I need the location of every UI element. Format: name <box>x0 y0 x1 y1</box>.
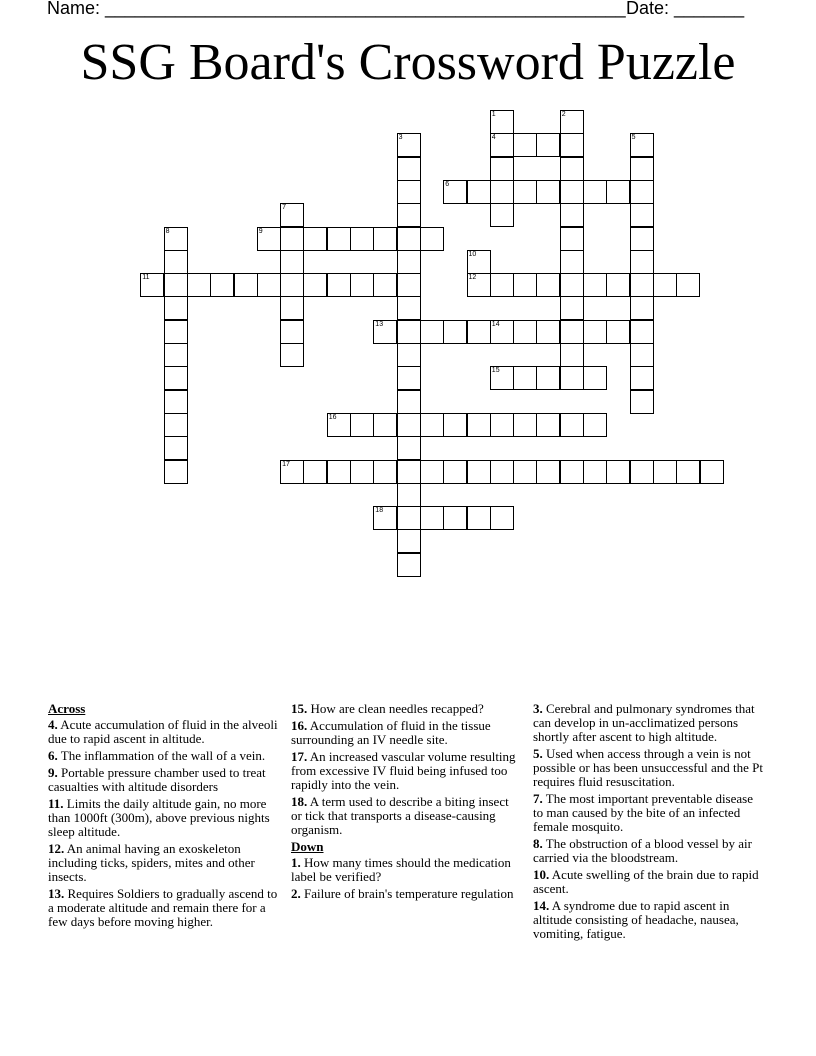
grid-cell[interactable] <box>467 413 491 437</box>
grid-cell[interactable] <box>303 227 327 251</box>
grid-cell[interactable] <box>420 320 444 344</box>
grid-cell[interactable] <box>676 460 700 484</box>
grid-cell[interactable] <box>560 227 584 251</box>
clue-item-text: Accumulation of fluid in the tissue surrounding an IV needle site. <box>291 718 491 747</box>
grid-cell[interactable] <box>536 273 560 297</box>
clue-item <box>533 868 765 896</box>
grid-cell[interactable] <box>397 390 421 414</box>
clue-item-number: 15. <box>291 701 308 716</box>
grid-cell[interactable] <box>467 506 491 530</box>
grid-cell[interactable] <box>490 366 514 390</box>
grid-cell[interactable] <box>560 203 584 227</box>
grid-cell[interactable] <box>187 273 211 297</box>
clue-item-text: How many times should the medication label be verified? <box>291 855 511 884</box>
grid-cell[interactable] <box>536 413 560 437</box>
clue-item <box>291 795 521 837</box>
grid-cell[interactable] <box>676 273 700 297</box>
clue-item-number: 6. <box>48 748 58 763</box>
grid-cell[interactable] <box>606 320 630 344</box>
grid-cell[interactable] <box>164 413 188 437</box>
clue-number: 18 <box>375 507 384 515</box>
grid-cell[interactable] <box>280 250 304 274</box>
grid-cell[interactable] <box>583 273 607 297</box>
grid-cell[interactable] <box>164 227 188 251</box>
clue-item <box>291 719 521 747</box>
grid-cell[interactable] <box>560 296 584 320</box>
clue-item-number: 4. <box>48 717 58 732</box>
grid-cell[interactable] <box>350 460 374 484</box>
clue-item <box>291 702 521 716</box>
grid-cell[interactable] <box>327 413 351 437</box>
grid-cell[interactable] <box>373 413 397 437</box>
grid-cell[interactable] <box>443 460 467 484</box>
clue-number: 11 <box>142 274 150 282</box>
grid-cell[interactable] <box>397 343 421 367</box>
grid-cell[interactable] <box>630 296 654 320</box>
grid-cell[interactable] <box>443 320 467 344</box>
grid-cell[interactable] <box>560 413 584 437</box>
clue-number: 15 <box>491 367 500 375</box>
clue-item <box>48 842 280 884</box>
clue-item-number: 3. <box>533 701 543 716</box>
grid-cell[interactable] <box>513 273 537 297</box>
grid-cell[interactable] <box>397 320 421 344</box>
clue-item <box>291 750 521 792</box>
grid-cell[interactable] <box>653 460 677 484</box>
clue-number: 4 <box>491 134 496 142</box>
grid-cell[interactable] <box>280 273 304 297</box>
grid-cell[interactable] <box>560 273 584 297</box>
grid-cell[interactable] <box>164 273 188 297</box>
grid-cell[interactable] <box>560 110 584 134</box>
grid-cell[interactable] <box>606 273 630 297</box>
clues-column-3 <box>533 702 765 944</box>
grid-cell[interactable] <box>536 180 560 204</box>
section-heading: Down <box>291 839 324 854</box>
grid-cell[interactable] <box>257 227 281 251</box>
grid-cell[interactable] <box>280 296 304 320</box>
grid-cell[interactable] <box>164 366 188 390</box>
grid-cell[interactable] <box>490 506 514 530</box>
grid-cell[interactable] <box>164 343 188 367</box>
grid-cell[interactable] <box>630 157 654 181</box>
grid-cell[interactable] <box>490 460 514 484</box>
grid-cell[interactable] <box>630 203 654 227</box>
grid-cell[interactable] <box>280 343 304 367</box>
clue-item <box>533 702 765 744</box>
clue-number: 14 <box>491 320 500 328</box>
grid-cell[interactable] <box>397 366 421 390</box>
grid-cell[interactable] <box>560 157 584 181</box>
clue-item-number: 16. <box>291 718 308 733</box>
grid-cell[interactable] <box>443 413 467 437</box>
grid-cell[interactable] <box>583 460 607 484</box>
clue-item-text: Used when access through a vein is not possible or has been unsuccessful and the Pt requires fluid resuscitation. <box>533 746 763 789</box>
grid-cell[interactable] <box>490 157 514 181</box>
puzzle-title: SSG Board's Crossword Puzzle <box>80 34 736 91</box>
clue-item <box>533 837 765 865</box>
grid-cell[interactable] <box>560 250 584 274</box>
clue-item-text: How are clean needles recapped? <box>307 701 484 716</box>
grid-cell[interactable] <box>210 273 234 297</box>
grid-cell[interactable] <box>513 413 537 437</box>
grid-cell[interactable] <box>560 460 584 484</box>
grid-cell[interactable] <box>373 506 397 530</box>
clue-number: 8 <box>165 227 170 235</box>
grid-cell[interactable] <box>536 133 560 157</box>
grid-cell[interactable] <box>583 366 607 390</box>
grid-cell[interactable] <box>490 110 514 134</box>
grid-cell[interactable] <box>397 273 421 297</box>
clue-number: 10 <box>468 250 477 258</box>
grid-cell[interactable] <box>653 273 677 297</box>
clue-item <box>533 747 765 789</box>
grid-cell[interactable] <box>397 250 421 274</box>
clue-item-text: Acute accumulation of fluid in the alveoli due to rapid ascent in altitude. <box>48 717 278 746</box>
grid-cell[interactable] <box>536 320 560 344</box>
clue-item-number: 12. <box>48 841 65 856</box>
grid-cell[interactable] <box>630 343 654 367</box>
grid-cell[interactable] <box>397 133 421 157</box>
clue-item-text: Limits the daily altitude gain, no more than 1000ft (300m), above previous nights sleep altitude. <box>48 796 270 839</box>
grid-cell[interactable] <box>560 366 584 390</box>
grid-cell[interactable] <box>630 227 654 251</box>
clue-item <box>48 749 280 763</box>
clue-item-text: Cerebral and pulmonary syndromes that can develop in un-acclimatized persons shortly after ascent to high altitude. <box>533 701 755 744</box>
clue-item-number: 18. <box>291 794 308 809</box>
grid-cell[interactable] <box>467 273 491 297</box>
clue-item-text: A syndrome due to rapid ascent in altitude consisting of headache, nausea, vomiting, fatigue. <box>533 898 739 941</box>
grid-cell[interactable] <box>536 460 560 484</box>
section-heading: Across <box>48 701 86 716</box>
clue-item-number: 17. <box>291 749 308 764</box>
clue-item-number: 5. <box>533 746 543 761</box>
grid-cell[interactable] <box>583 413 607 437</box>
grid-cell[interactable] <box>397 553 421 577</box>
grid-cell[interactable] <box>303 460 327 484</box>
grid-cell[interactable] <box>490 133 514 157</box>
grid-cell[interactable] <box>350 227 374 251</box>
grid-cell[interactable] <box>280 320 304 344</box>
grid-cell[interactable] <box>164 390 188 414</box>
grid-cell[interactable] <box>350 273 374 297</box>
clue-item <box>533 899 765 941</box>
clue-number: 17 <box>282 460 290 468</box>
grid-cell[interactable] <box>583 320 607 344</box>
grid-cell[interactable] <box>397 483 421 507</box>
grid-cell[interactable] <box>606 460 630 484</box>
clue-item <box>48 718 280 746</box>
grid-cell[interactable] <box>467 250 491 274</box>
clue-number: 2 <box>561 111 566 118</box>
grid-cell[interactable] <box>234 273 258 297</box>
grid-cell[interactable] <box>700 460 724 484</box>
date-field-line: Date: _______ <box>626 0 745 18</box>
grid-cell[interactable] <box>420 413 444 437</box>
clue-item-text: Acute swelling of the brain due to rapid ascent. <box>533 867 759 896</box>
clue-item-text: Failure of brain's temperature regulation <box>300 886 514 901</box>
grid-cell[interactable] <box>630 250 654 274</box>
grid-cell[interactable] <box>327 460 351 484</box>
clue-item-number: 14. <box>533 898 550 913</box>
grid-cell[interactable] <box>303 273 327 297</box>
clue-item <box>291 887 521 901</box>
clue-number: 6 <box>445 180 450 188</box>
grid-cell[interactable] <box>536 366 560 390</box>
grid-cell[interactable] <box>280 203 304 227</box>
grid-cell[interactable] <box>630 366 654 390</box>
clue-item-number: 11. <box>48 796 64 811</box>
clue-number: 16 <box>328 413 337 421</box>
clue-item-number: 13. <box>48 886 65 901</box>
clue-number: 3 <box>398 134 403 142</box>
grid-cell[interactable] <box>560 180 584 204</box>
grid-cell[interactable] <box>373 227 397 251</box>
clue-item <box>291 856 521 884</box>
grid-cell[interactable] <box>373 460 397 484</box>
grid-cell[interactable] <box>490 413 514 437</box>
clue-number: 12 <box>468 274 477 282</box>
grid-cell[interactable] <box>164 460 188 484</box>
grid-cell[interactable] <box>490 180 514 204</box>
grid-cell[interactable] <box>513 366 537 390</box>
clue-number: 1 <box>491 111 496 118</box>
grid-cell[interactable] <box>630 460 654 484</box>
grid-cell[interactable] <box>490 203 514 227</box>
grid-cell[interactable] <box>164 250 188 274</box>
grid-cell[interactable] <box>560 133 584 157</box>
grid-cell[interactable] <box>513 320 537 344</box>
grid-cell[interactable] <box>630 273 654 297</box>
clue-item <box>48 797 280 839</box>
grid-cell[interactable] <box>397 203 421 227</box>
clue-item-text: The obstruction of a blood vessel by air carried via the bloodstream. <box>533 836 752 865</box>
grid-cell[interactable] <box>280 227 304 251</box>
grid-cell[interactable] <box>280 460 304 484</box>
grid-cell[interactable] <box>467 320 491 344</box>
grid-cell[interactable] <box>140 273 164 297</box>
clue-item-number: 1. <box>291 855 301 870</box>
grid-cell[interactable] <box>443 180 467 204</box>
grid-cell[interactable] <box>443 506 467 530</box>
grid-cell[interactable] <box>164 296 188 320</box>
grid-cell[interactable] <box>513 460 537 484</box>
grid-cell[interactable] <box>513 133 537 157</box>
grid-cell[interactable] <box>420 227 444 251</box>
clue-item <box>533 792 765 834</box>
grid-cell[interactable] <box>606 180 630 204</box>
grid-cell[interactable] <box>560 320 584 344</box>
clue-item-text: Requires Soldiers to gradually ascend to a moderate altitude and remain there for a few days before moving higher. <box>48 886 278 929</box>
grid-cell[interactable] <box>467 460 491 484</box>
clue-item-number: 7. <box>533 791 543 806</box>
clue-item-number: 9. <box>48 765 58 780</box>
grid-cell[interactable] <box>560 343 584 367</box>
grid-cell[interactable] <box>327 227 351 251</box>
grid-cell[interactable] <box>513 180 537 204</box>
grid-cell[interactable] <box>583 180 607 204</box>
grid-cell[interactable] <box>630 133 654 157</box>
clue-item-text: Portable pressure chamber used to treat casualties with altitude disorders <box>48 765 266 794</box>
grid-cell[interactable] <box>397 296 421 320</box>
grid-cell[interactable] <box>397 227 421 251</box>
clue-item-text: An increased vascular volume resulting from excessive IV fluid being infused too rapidly into the vein. <box>291 749 516 792</box>
clues-column-1 <box>48 702 280 932</box>
grid-cell[interactable] <box>397 460 421 484</box>
grid-cell[interactable] <box>373 273 397 297</box>
clue-item-text: The inflammation of the wall of a vein. <box>57 748 266 763</box>
clue-item-text: A term used to describe a biting insect or tick that transports a disease-causing organism. <box>291 794 509 837</box>
grid-cell[interactable] <box>397 180 421 204</box>
grid-cell[interactable] <box>397 157 421 181</box>
grid-cell[interactable] <box>420 460 444 484</box>
grid-cell[interactable] <box>630 320 654 344</box>
clue-item <box>48 766 280 794</box>
clue-item-number: 8. <box>533 836 543 851</box>
clue-item-number: 10. <box>533 867 550 882</box>
clues-column-2 <box>291 702 521 904</box>
clue-item-text: An animal having an exoskeleton including ticks, spiders, mites and other insects. <box>48 841 255 884</box>
grid-cell[interactable] <box>373 320 397 344</box>
clue-item-text: The most important preventable disease to man caused by the bite of an infected female mosquito. <box>533 791 753 834</box>
grid-cell[interactable] <box>397 413 421 437</box>
clue-item-number: 2. <box>291 886 301 901</box>
grid-cell[interactable] <box>490 273 514 297</box>
grid-cell[interactable] <box>467 180 491 204</box>
clue-number: 13 <box>375 320 384 328</box>
grid-cell[interactable] <box>327 273 351 297</box>
grid-cell[interactable] <box>630 390 654 414</box>
grid-cell[interactable] <box>350 413 374 437</box>
grid-cell[interactable] <box>164 320 188 344</box>
grid-cell[interactable] <box>397 436 421 460</box>
grid-cell[interactable] <box>490 320 514 344</box>
clue-number: 9 <box>258 227 263 235</box>
grid-cell[interactable] <box>420 506 444 530</box>
name-field-line: Name: ____________________________________________________ <box>47 0 626 18</box>
clue-item <box>48 887 280 929</box>
grid-cell[interactable] <box>630 180 654 204</box>
grid-cell[interactable] <box>397 529 421 553</box>
grid-cell[interactable] <box>257 273 281 297</box>
grid-cell[interactable] <box>164 436 188 460</box>
clue-number: 7 <box>282 204 286 212</box>
grid-cell[interactable] <box>397 506 421 530</box>
clue-number: 5 <box>631 134 636 142</box>
